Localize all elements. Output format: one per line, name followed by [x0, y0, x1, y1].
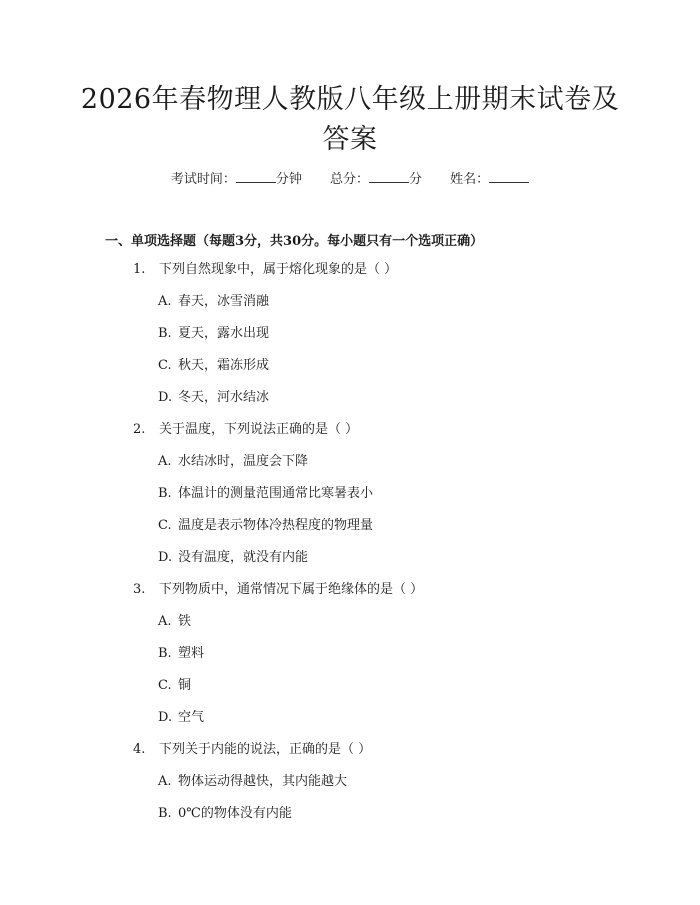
option-letter: B.	[158, 806, 172, 821]
question-2	[133, 421, 358, 439]
question-number: 1.	[133, 262, 146, 277]
option-text: 夏天，露水出现	[178, 326, 270, 341]
question-text: 下列自然现象中，属于熔化现象的是（ ）	[159, 262, 398, 277]
exam-name	[450, 172, 529, 187]
score-blank	[369, 170, 409, 183]
option-text: 冬天，河水结冰	[178, 390, 270, 405]
option-letter: B.	[158, 486, 172, 501]
option-text: 春天，冰雪消融	[178, 294, 270, 309]
option-4a	[158, 773, 347, 791]
option-text: 0℃的物体没有内能	[178, 806, 292, 821]
option-letter: D.	[158, 390, 173, 405]
option-2a	[158, 453, 308, 471]
section-title: 一、单项选择题（每题3分，共30分。每小题只有一个选项正确）	[105, 234, 484, 249]
option-text: 没有温度，就没有内能	[178, 550, 309, 565]
option-text: 体温计的测量范围通常比寒暑表小	[178, 486, 374, 501]
option-text: 物体运动得越快，其内能越大	[178, 774, 348, 789]
exam-meta	[0, 168, 700, 187]
option-2c	[158, 517, 373, 535]
option-letter: A.	[158, 614, 172, 629]
question-text: 关于温度，下列说法正确的是（ ）	[159, 422, 359, 437]
option-3a	[158, 613, 191, 631]
option-1d	[158, 389, 269, 407]
question-4	[133, 741, 371, 759]
option-text: 铜	[178, 678, 192, 693]
option-letter: B.	[158, 326, 172, 341]
option-letter: A.	[158, 454, 172, 469]
option-1b	[158, 325, 269, 343]
option-1a	[158, 293, 269, 311]
option-4b	[158, 805, 292, 823]
option-2d	[158, 549, 308, 567]
question-number: 2.	[133, 422, 146, 437]
option-text: 空气	[178, 710, 205, 725]
option-3d	[158, 709, 204, 727]
option-text: 水结冰时，温度会下降	[178, 454, 309, 469]
option-letter: C.	[158, 518, 172, 533]
name-blank	[489, 170, 529, 183]
option-letter: A.	[158, 294, 172, 309]
score-unit: 分	[409, 172, 423, 187]
option-text: 铁	[178, 614, 192, 629]
option-letter: B.	[158, 646, 172, 661]
question-number: 3.	[133, 582, 146, 597]
question-text: 下列关于内能的说法，正确的是（ ）	[159, 742, 372, 757]
option-letter: D.	[158, 710, 173, 725]
option-letter: C.	[158, 678, 172, 693]
option-2b	[158, 485, 373, 503]
time-label: 考试时间：	[170, 172, 236, 187]
question-1	[133, 261, 397, 279]
option-1c	[158, 357, 269, 375]
name-label: 姓名：	[450, 172, 490, 187]
exam-title: 2026年春物理人教版八年级上册期末试卷及答案	[80, 84, 620, 155]
option-letter: A.	[158, 774, 172, 789]
option-letter: D.	[158, 550, 173, 565]
question-text: 下列物质中，通常情况下属于绝缘体的是（ ）	[159, 582, 424, 597]
exam-score	[330, 172, 426, 187]
option-3b	[158, 645, 204, 663]
option-text: 塑料	[178, 646, 205, 661]
option-text: 秋天，霜冻形成	[178, 358, 270, 373]
option-text: 温度是表示物体冷热程度的物理量	[178, 518, 374, 533]
option-letter: C.	[158, 358, 172, 373]
question-number: 4.	[133, 742, 146, 757]
score-label: 总分：	[329, 172, 369, 187]
time-blank	[236, 170, 276, 183]
question-3	[133, 581, 423, 599]
time-unit: 分钟	[275, 172, 302, 187]
option-3c	[158, 677, 191, 695]
exam-time	[171, 172, 306, 187]
